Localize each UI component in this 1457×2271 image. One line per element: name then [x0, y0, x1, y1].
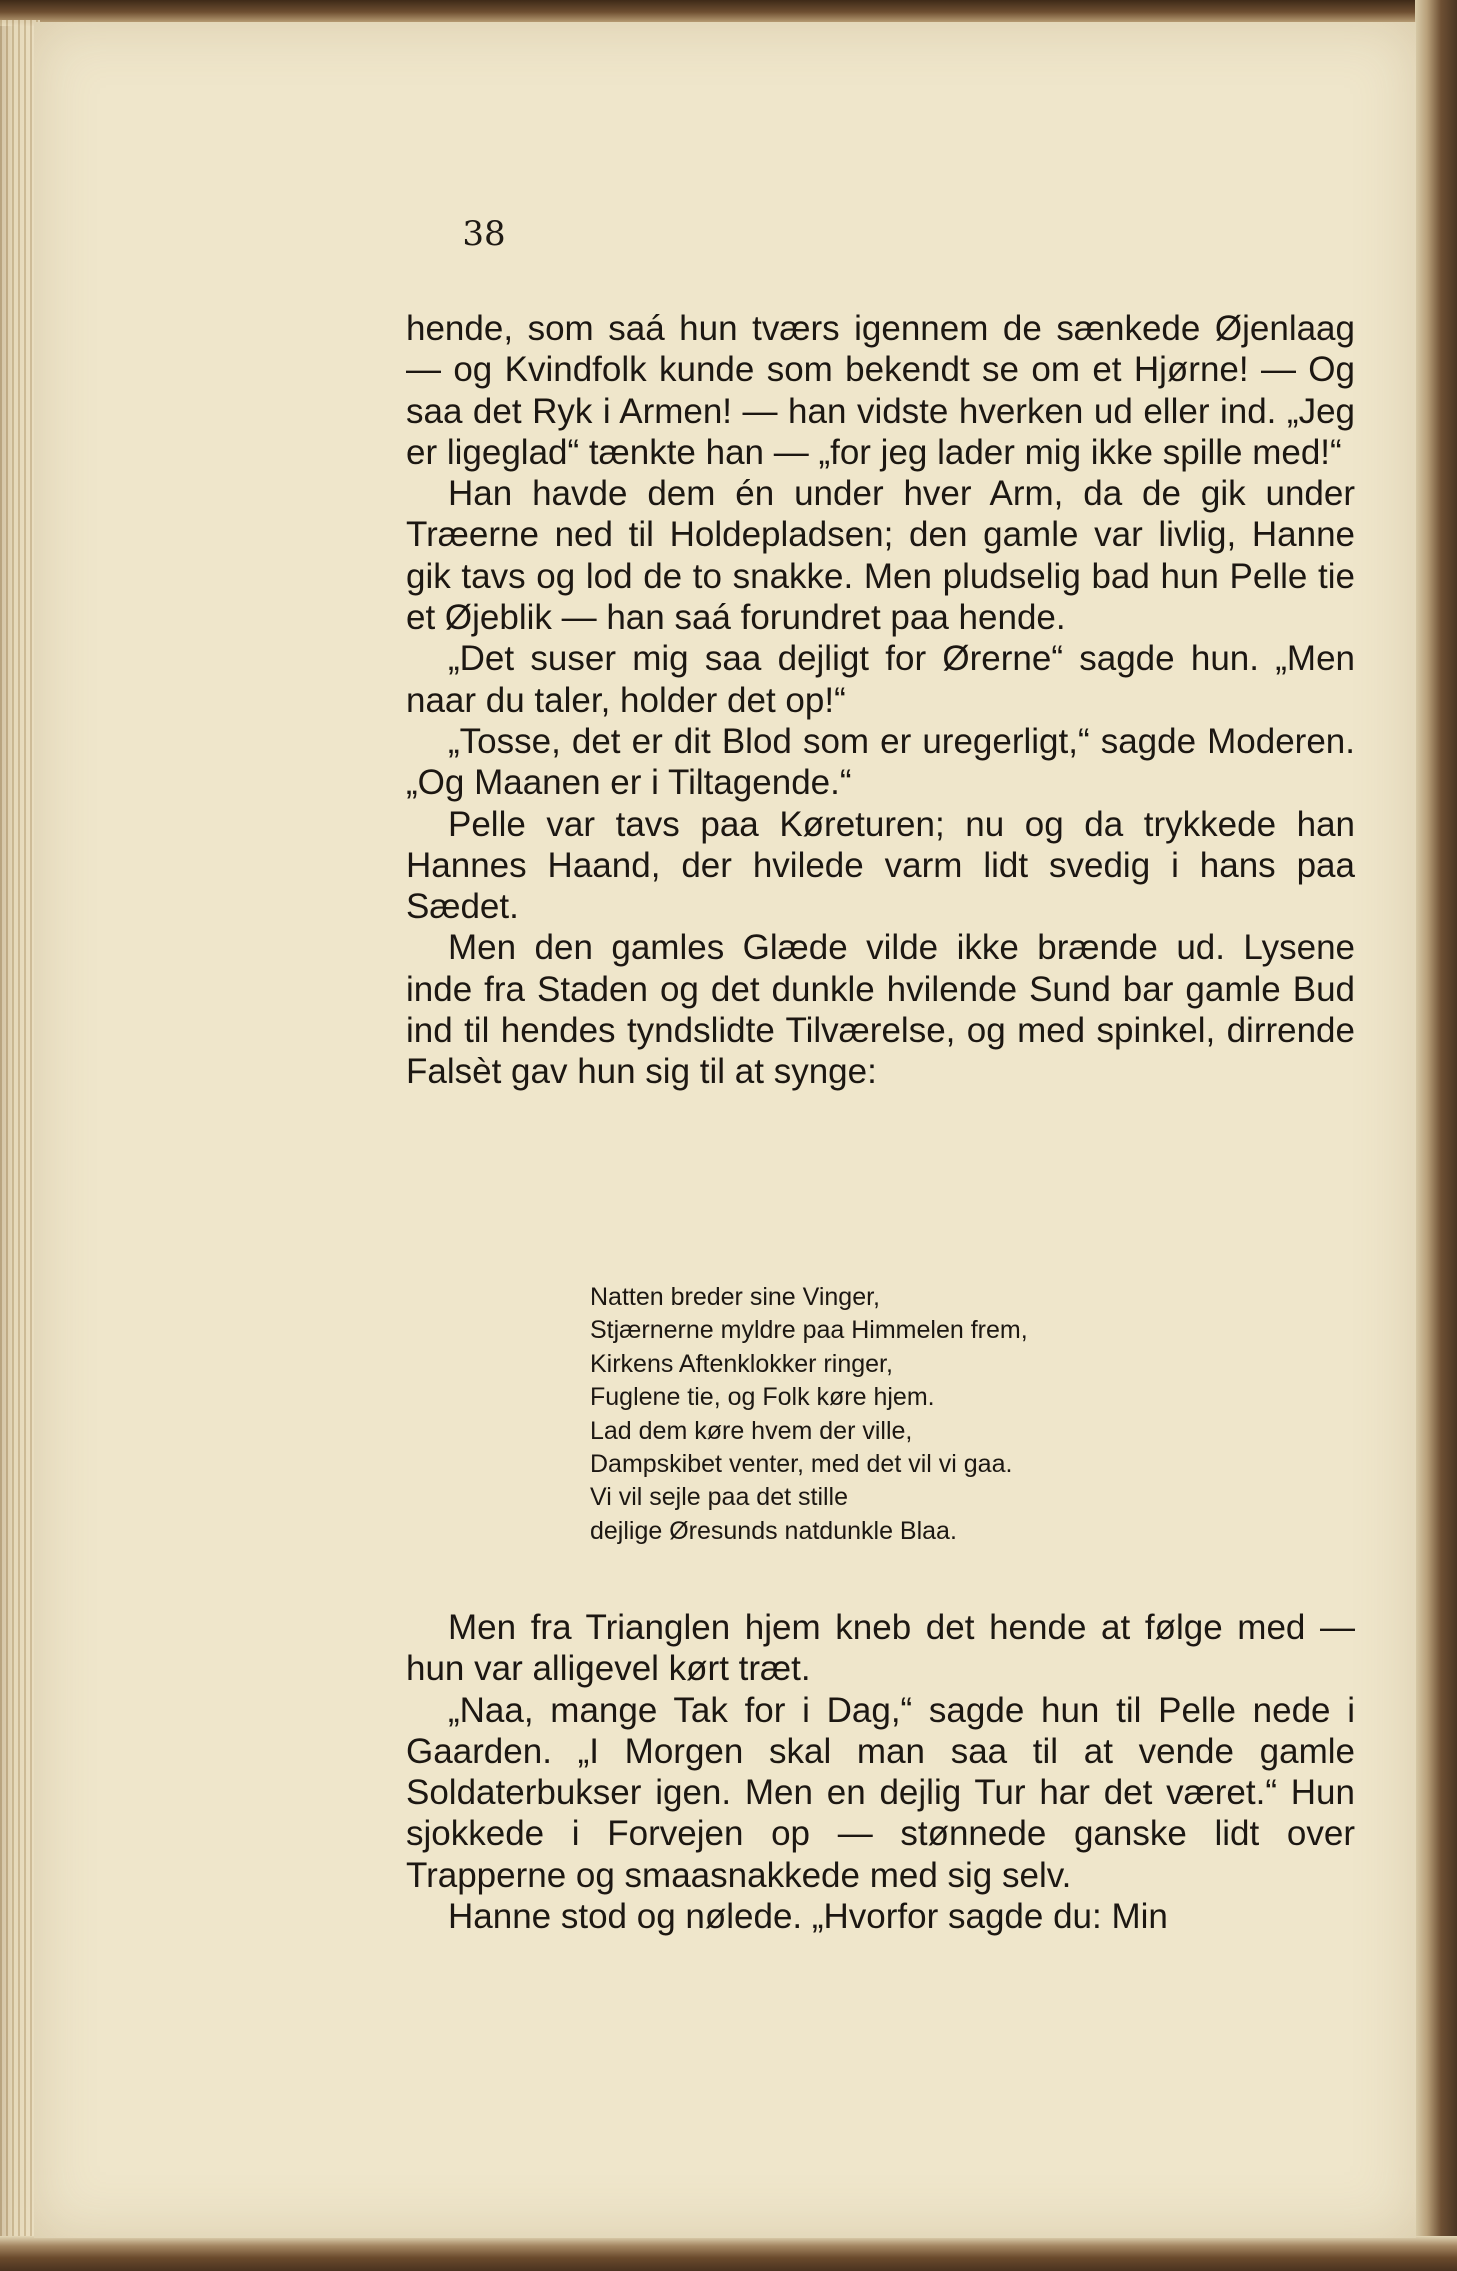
- page-number: 38: [462, 214, 506, 254]
- paragraph: Men fra Trianglen hjem kneb det hende at følge med — hun var alligevel kørt træt.: [406, 1608, 1355, 1689]
- verse-line: Lad dem køre hvem der ville,: [590, 1416, 913, 1445]
- book-page: [34, 22, 1416, 2238]
- paragraph: „Naa, mange Tak for i Dag,“ sagde hun til Pelle nede i Gaarden. „I Morgen skal man saa til at vende gamle Soldaterbukser igen. Men en dejlig Tur har det været.“ Hun sjokkede i Forvejen op — stønnede ganske lidt over Trapperne og smaasnakkede med sig selv.: [406, 1690, 1355, 1895]
- body-text: [406, 308, 1355, 1093]
- paragraph: „Tosse, det er dit Blod som er uregerligt,“ sagde Moderen. „Og Maanen er i Tiltagende.“: [406, 721, 1355, 803]
- paragraph: hende, som saá hun tværs igennem de sænkede Øjenlaag — og Kvindfolk kunde som bekendt se om et Hjørne! — Og saa det Ryk i Armen! — han vidste hverken ud eller ind. „Jeg er ligeglad“ tænkte han — „for jeg lader mig ikke spille med!“: [406, 309, 1355, 472]
- paragraph: Han havde dem én under hver Arm, da de gik under Træerne ned til Holdepladsen; den gamle var livlig, Hanne gik tavs og lod de to snakke. Men pludselig bad hun Pelle tie et Øjeblik — han saá forundret paa hende.: [406, 474, 1355, 638]
- verse-line: Vi vil sejle paa det stille: [590, 1483, 849, 1512]
- paragraph: Men den gamles Glæde vilde ikke brænde ud. Lysene inde fra Staden og det dunkle hvilende Sund bar gamle Bud ind til hendes tyndslidte Tilværelse, og med spinkel, dirrende Falsèt gav hun sig til at synge:: [406, 928, 1355, 1092]
- paragraph: „Det suser mig saa dejligt for Ørerne“ sagde hun. „Men naar du taler, holder det op!“: [406, 639, 1355, 720]
- verse-line: Fuglene tie, og Folk køre hjem.: [590, 1383, 935, 1412]
- verse-line: Stjærnerne myldre paa Himmelen frem,: [590, 1316, 1028, 1345]
- verse-line: Natten breder sine Vinger,: [590, 1283, 881, 1311]
- verse-line: Kirkens Aftenklokker ringer,: [590, 1349, 893, 1378]
- verse-line: Dampskibet venter, med det vil vi gaa.: [590, 1450, 1013, 1479]
- book-bottom-edge: [0, 2236, 1457, 2271]
- verse-line: dejlige Øresunds natdunkle Blaa.: [590, 1516, 957, 1545]
- song-verse: [590, 1281, 1290, 1548]
- body-text-continued: [406, 1607, 1355, 1937]
- paragraph: Pelle var tavs paa Køreturen; nu og da trykkede han Hannes Haand, der hvilede varm lidt svedig i hans paa Sædet.: [406, 804, 1355, 927]
- paragraph: Hanne stod og nølede. „Hvorfor sagde du: Min: [448, 1897, 1168, 1937]
- book-right-edge: [1415, 0, 1457, 2271]
